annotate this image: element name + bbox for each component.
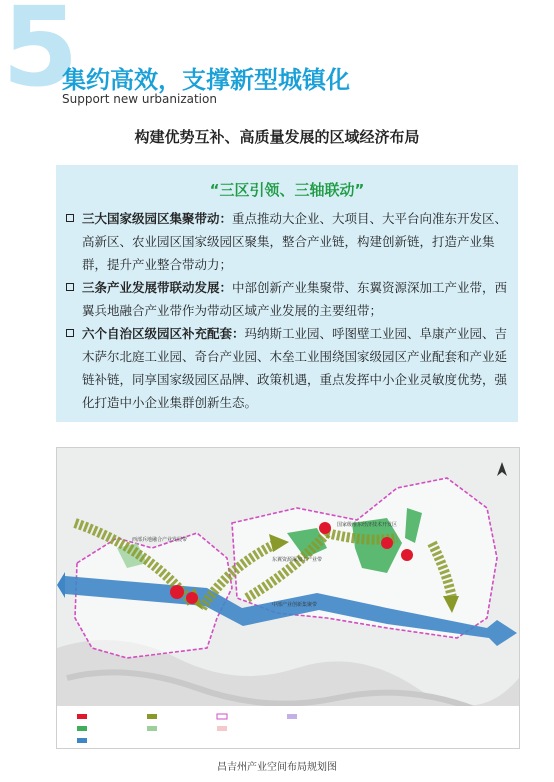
bullet-text: 中部创新产业集聚带、东翼资源深加工产业带，西翼兵地融合产业带作为带动区域产业发展的主要纽带； xyxy=(82,280,508,318)
park-node-icon xyxy=(170,585,184,599)
bullet-item-2 xyxy=(66,276,512,322)
checkbox-square-icon xyxy=(66,329,74,337)
bullet-label: 三大国家级园区集聚带动： xyxy=(82,211,233,226)
map-graphic xyxy=(57,448,519,748)
bullet-list xyxy=(66,207,512,414)
park-node-icon xyxy=(381,537,393,549)
page-title: 构建优势互补、高质量发展的区域经济布局 xyxy=(134,128,420,146)
bullet-label: 三条产业发展带联动发展： xyxy=(82,280,233,295)
map-label: 西部兵地融合产业发展带 xyxy=(132,537,188,543)
bullet-text: 玛纳斯工业园、呼图壁工业园、阜康产业园、吉木萨尔北庭工业园、奇台产业园、木垒工业围绕国家级园区产业配套和产业延链补链，同享国家级园区品牌、政策机遇，重点发挥中小企业灵敏度优势，强化打造中小企业集群创新生态。 xyxy=(82,326,508,410)
summary-box xyxy=(56,165,518,422)
park-node-icon xyxy=(319,522,331,534)
bullet-label: 六个自治区级园区补充配套： xyxy=(82,326,245,341)
industrial-layout-map xyxy=(56,447,520,749)
section-number: 5 xyxy=(2,0,79,111)
map-caption: 昌吉州产业空间布局规划图 xyxy=(217,762,337,773)
bullet-text: 重点推动大企业、大项目、大平台向准东开发区、高新区、农业园区国家级园区聚集，整合产业链，构建创新链，打造产业集群，提升产业整合带动力； xyxy=(82,211,508,272)
map-label: 中部产业创新集聚带 xyxy=(272,602,318,608)
bullet-item-3 xyxy=(66,322,512,414)
park-node-icon xyxy=(401,549,413,561)
park-node-icon xyxy=(186,592,198,604)
checkbox-square-icon xyxy=(66,214,74,222)
map-label: 东翼资源深加工产业带 xyxy=(272,557,323,563)
bullet-item-1 xyxy=(66,207,512,276)
section-heading: 集约高效，支撑新型城镇化 xyxy=(62,66,350,94)
section-subheading: Support new urbanization xyxy=(62,92,217,106)
map-legend xyxy=(57,706,519,748)
map-label: 国家级准东经济技术开发区 xyxy=(337,522,398,528)
box-title: “三区引领、三轴联动” xyxy=(209,181,365,199)
checkbox-square-icon xyxy=(66,283,74,291)
